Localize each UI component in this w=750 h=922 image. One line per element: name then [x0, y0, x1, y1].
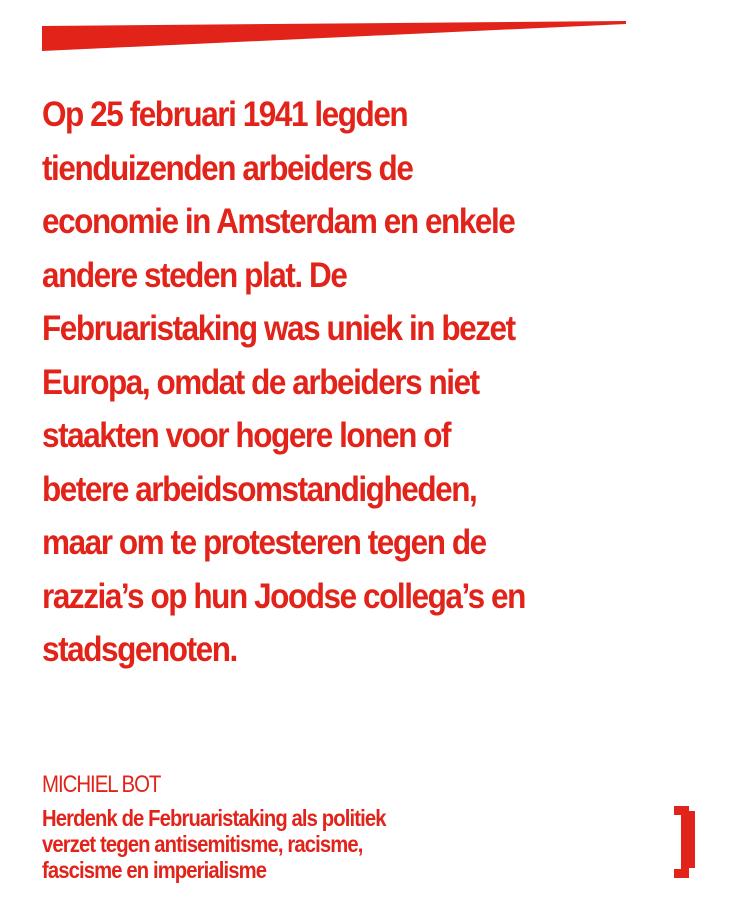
quote-line: maar om te protesteren tegen de [42, 523, 486, 562]
quote-line: economie in Amsterdam en enkele [42, 202, 515, 241]
article-title-line: fascisme en imperialisme [42, 857, 267, 883]
quote-line: razzia’s op hun Joodse collega’s en [42, 576, 525, 616]
quote-line: staakten voor hogere lonen of [42, 416, 451, 455]
article-title-line: Herdenk de Februaristaking als politiek [42, 805, 386, 831]
quote-line: Op 25 februari 1941 legden [42, 95, 408, 134]
quote-line: betere arbeidsomstandigheden, [42, 469, 477, 509]
bracket-logo-icon [672, 806, 700, 878]
article-title-line: verzet tegen antisemitisme, racisme, [42, 831, 363, 857]
quote-line: tienduizenden arbeiders de [42, 148, 413, 188]
quote-line: stadsgenoten. [42, 630, 237, 669]
article-title [42, 805, 386, 883]
quote-line: Februaristaking was uniek in bezet [42, 309, 515, 348]
quote-text [42, 88, 663, 677]
quote-line: andere steden plat. De [42, 255, 347, 295]
wedge-bar-icon [42, 21, 626, 51]
author-name: MICHIEL BOT [42, 771, 161, 798]
top-accent-bar [42, 21, 626, 51]
logo-shape [672, 806, 700, 878]
quote-line: Europa, omdat de arbeiders niet [42, 362, 479, 402]
